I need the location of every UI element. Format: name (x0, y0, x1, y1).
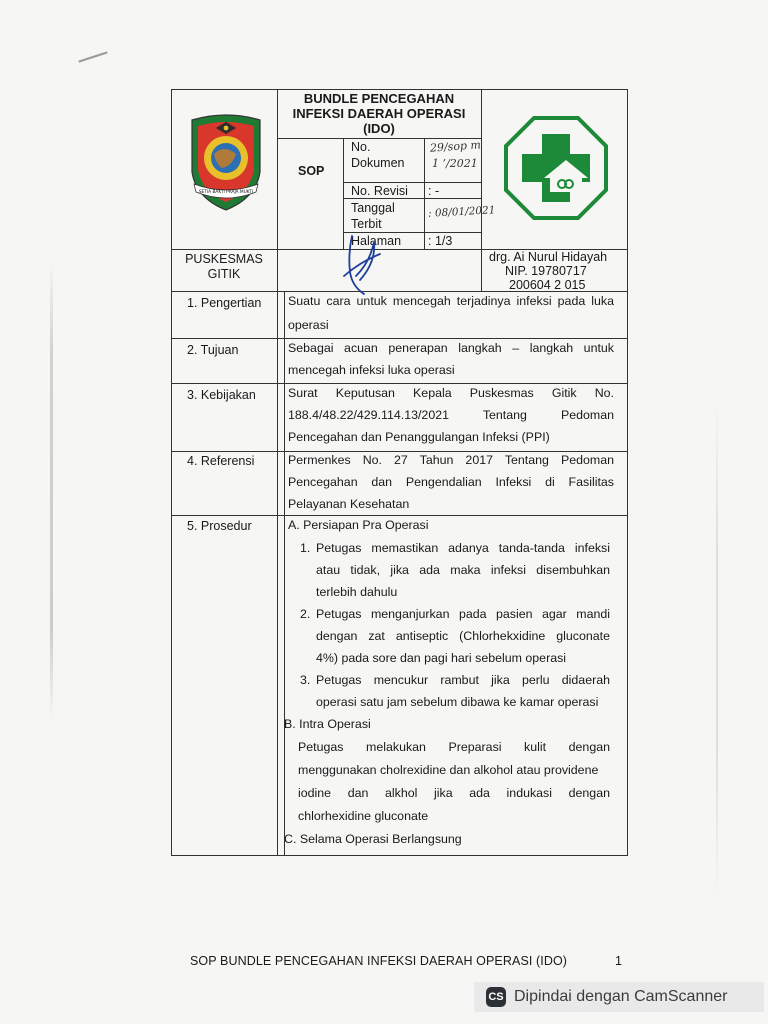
col-divider (481, 89, 482, 291)
list-text: terlebih dahulu (316, 585, 398, 599)
signer-nip: 200604 2 015 (509, 278, 586, 292)
list-number: 1. (300, 541, 311, 555)
doc-number-label: Dokumen (351, 156, 405, 170)
scan-shadow-left (50, 260, 53, 720)
procedure-text: chlorhexidine gluconate (298, 809, 429, 823)
doc-number-handwritten: 1 ’/2021 (432, 157, 478, 170)
page-number: 1 (615, 954, 622, 968)
scan-shadow-right (716, 400, 718, 900)
section-text: mencegah infeksi luka operasi (288, 363, 455, 377)
list-text: Petugas memastikan adanya tanda-tanda infeksi (316, 541, 610, 555)
section-text: Pelayanan Kesehatan (288, 497, 410, 511)
date-label: Tanggal (351, 201, 395, 215)
page-value: : 1/3 (428, 234, 453, 248)
signer-nip: NIP. 19780717 (505, 264, 587, 278)
list-number: 3. (300, 673, 311, 687)
procedure-text: menggunakan cholrexidine dan alkohol atau providene (298, 763, 599, 777)
document-title-line: INFEKSI DAERAH OPERASI (292, 106, 466, 121)
date-handwritten: : 08/01/2021 (427, 204, 496, 220)
section-text: 188.4/48.22/429.114.13/2021 Tentang Pedoman (288, 408, 614, 422)
date-label: Terbit (351, 217, 382, 231)
list-text: atau tidak, jika ada maka infeksi disembuhkan (316, 563, 610, 577)
signature (330, 232, 390, 298)
list-text: Petugas mencukur rambut jika perlu didaerah (316, 673, 610, 687)
revision-value: : - (428, 184, 440, 198)
procedure-text: Petugas melakukan Preparasi kulit dengan (298, 740, 610, 754)
sop-label: SOP (298, 164, 325, 178)
footer-title: SOP BUNDLE PENCEGAHAN INFEKSI DAERAH OPERASI (IDO) (190, 954, 568, 968)
header-divider (343, 198, 481, 199)
section-label: 4. Referensi (187, 454, 255, 468)
section-label: 1. Pengertian (187, 296, 262, 310)
svg-text:SETIA BAKTI PRAJA MUKTI: SETIA BAKTI PRAJA MUKTI (198, 190, 254, 195)
list-text: dengan zat antiseptic (Chlorhekxidine gluconate (316, 629, 610, 643)
section-text: operasi (288, 318, 329, 332)
signer-name: drg. Ai Nurul Hidayah (489, 250, 608, 264)
section-text: Suatu cara untuk mencegah terjadinya infeksi pada luka (288, 294, 614, 308)
camscanner-logo-icon: CS (486, 987, 506, 1007)
section-text: Surat Keputusan Kepala Puskesmas Gitik No. (288, 386, 614, 400)
revision-label: No. Revisi (351, 184, 408, 198)
regency-emblem (186, 114, 266, 214)
section-text: Sebagai acuan penerapan langkah – langkah untuk (288, 341, 614, 355)
header-divider (277, 138, 481, 139)
doc-number-handwritten: 29/sop m (429, 138, 482, 155)
list-text: operasi satu jam sebelum dibawa ke kamar operasi (316, 695, 599, 709)
list-text: 4%) pada sore dan pagi hari sebelum operasi (316, 651, 567, 665)
section-text: Pencegahan dan Pengendalian Infeksi di Fasilitas (288, 475, 614, 489)
section-text: Pencegahan dan Penanggulangan Infeksi (PPI) (288, 430, 550, 444)
section-text: Permenkes No. 27 Tahun 2017 Tentang Pedoman (288, 453, 614, 467)
subsection-title: C. Selama Operasi Berlangsung (284, 832, 462, 846)
doc-number-label: No. (351, 140, 371, 154)
subsection-title: A. Persiapan Pra Operasi (288, 518, 429, 532)
section-label: 5. Prosedur (187, 519, 252, 533)
list-number: 2. (300, 607, 311, 621)
document-title-line: BUNDLE PENCEGAHAN (303, 91, 455, 106)
document-title-line: (IDO) (363, 121, 395, 136)
org-name: PUSKESMAS (185, 252, 263, 266)
subsection-title: B. Intra Operasi (284, 717, 371, 731)
pen-mark (78, 51, 107, 62)
list-text: Petugas menganjurkan pada pasien agar mandi (316, 607, 610, 621)
camscanner-text: Dipindai dengan CamScanner (514, 988, 728, 1005)
procedure-text: iodine dan alkhol jika ada indukasi dengan (298, 786, 610, 800)
col-divider (277, 89, 278, 856)
content-col-divider (284, 291, 285, 856)
section-label: 2. Tujuan (187, 343, 239, 357)
header-divider (343, 182, 481, 183)
org-name: GITIK (207, 267, 241, 281)
puskesmas-logo (504, 116, 608, 220)
section-label: 3. Kebijakan (187, 388, 256, 402)
page-label: Halaman (351, 234, 402, 248)
camscanner-badge (474, 982, 764, 1012)
